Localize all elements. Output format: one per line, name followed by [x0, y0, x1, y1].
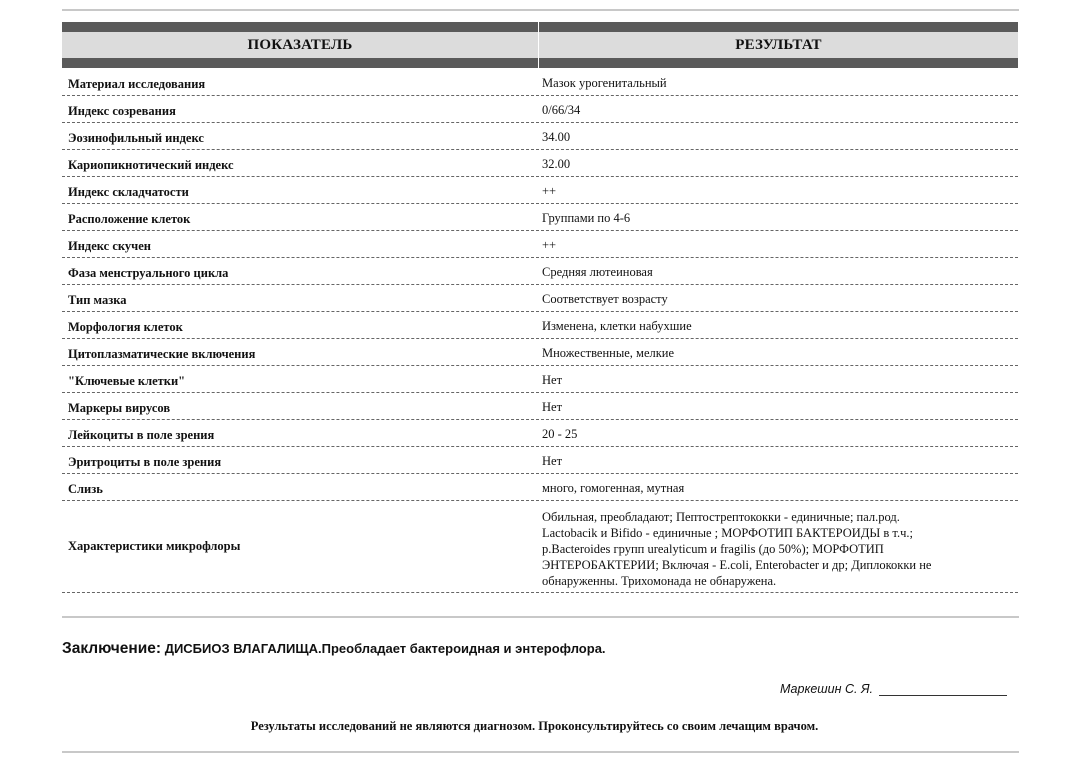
table-row — [62, 312, 1018, 339]
value-line: Lactobacik и Bifido - единичные ; МОРФОТИП БАКТЕРОИДЫ в т.ч.; — [542, 526, 913, 540]
value-line: p.Bacteroides групп urealyticum и fragilis (до 50%); МОРФОТИП — [542, 542, 884, 556]
row-value: 0/66/34 — [542, 103, 581, 117]
row-value: 34.00 — [542, 130, 571, 144]
row-label: Эозинофильный индекс — [68, 131, 204, 145]
row-label: Цитоплазматические включения — [68, 347, 256, 361]
signature — [780, 682, 1007, 696]
header-indicator: ПОКАЗАТЕЛЬ — [247, 37, 353, 53]
table-row — [62, 69, 1018, 96]
row-label: Индекс скучен — [68, 239, 151, 253]
conclusion-text: ДИСБИОЗ ВЛАГАЛИЩА.Преобладает бактероидная и энтерофлора. — [164, 641, 606, 656]
row-label: Морфология клеток — [68, 320, 183, 334]
row-label: Характеристики микрофлоры — [68, 539, 241, 553]
table-row — [62, 420, 1018, 447]
table-row — [62, 474, 1018, 501]
conclusion-label: Заключение: — [62, 640, 162, 657]
table-row — [62, 231, 1018, 258]
row-value: Нет — [542, 454, 563, 468]
value-line: Обильная, преобладают; Пептострептококки - единичные; пал.род. — [542, 510, 900, 524]
row-value: Нет — [542, 400, 563, 414]
row-label: Слизь — [68, 482, 103, 496]
results-table — [62, 69, 1018, 593]
conclusion — [62, 640, 606, 658]
table-row — [62, 447, 1018, 474]
table-row — [62, 258, 1018, 285]
row-value: 20 - 25 — [542, 427, 578, 441]
signature-line — [879, 683, 1007, 696]
row-value: Изменена, клетки набухшие — [542, 319, 692, 333]
header-bar-bottom — [62, 58, 1018, 68]
row-label: "Ключевые клетки" — [68, 374, 186, 388]
row-value: 32.00 — [542, 157, 571, 171]
table-row — [62, 96, 1018, 123]
table-row — [62, 366, 1018, 393]
row-value: Группами по 4-6 — [542, 211, 631, 225]
row-value: ++ — [542, 184, 557, 198]
header-bar-top — [62, 22, 1018, 32]
row-value: много, гомогенная, мутная — [542, 481, 685, 495]
row-label: Фаза менструального цикла — [68, 266, 229, 280]
row-label: Индекс складчатости — [68, 185, 189, 199]
table-row — [62, 393, 1018, 420]
microflora-value — [542, 509, 988, 589]
row-value: ++ — [542, 238, 557, 252]
table-row — [62, 204, 1018, 231]
table-row — [62, 177, 1018, 204]
disclaimer: Результаты исследований не являются диагнозом. Проконсультируйтесь со своим лечащим врачом. — [250, 719, 819, 733]
row-label: Расположение клеток — [68, 212, 191, 226]
row-label: Лейкоциты в поле зрения — [68, 428, 215, 442]
table-row — [62, 123, 1018, 150]
header-result: РЕЗУЛЬТАТ — [735, 37, 822, 53]
bottom-divider — [62, 751, 1019, 753]
row-label: Эритроциты в поле зрения — [68, 455, 222, 469]
value-line: ЭНТЕРОБАКТЕРИИ; Включая - E.coli, Enterobacter и др; Диплококки не — [542, 558, 932, 572]
row-label: Кариопикнотический индекс — [68, 158, 234, 172]
row-value: Соответствует возрасту — [542, 292, 668, 306]
table-row — [62, 339, 1018, 366]
row-label: Тип мазка — [68, 293, 127, 307]
table-row — [62, 285, 1018, 312]
row-label: Маркеры вирусов — [68, 401, 171, 415]
top-divider — [62, 9, 1019, 11]
value-line: обнаруженны. Трихомонада не обнаружена. — [542, 574, 777, 588]
table-row — [62, 150, 1018, 177]
row-label: Материал исследования — [68, 77, 206, 91]
row-value: Множественные, мелкие — [542, 346, 675, 360]
row-value: Нет — [542, 373, 563, 387]
row-value: Средняя лютеиновая — [542, 265, 653, 279]
row-value: Мазок урогенитальный — [542, 76, 667, 90]
row-label: Индекс созревания — [68, 104, 176, 118]
section-divider — [62, 616, 1019, 618]
table-row — [62, 501, 1018, 593]
signature-name: Маркешин С. Я. — [780, 682, 873, 696]
